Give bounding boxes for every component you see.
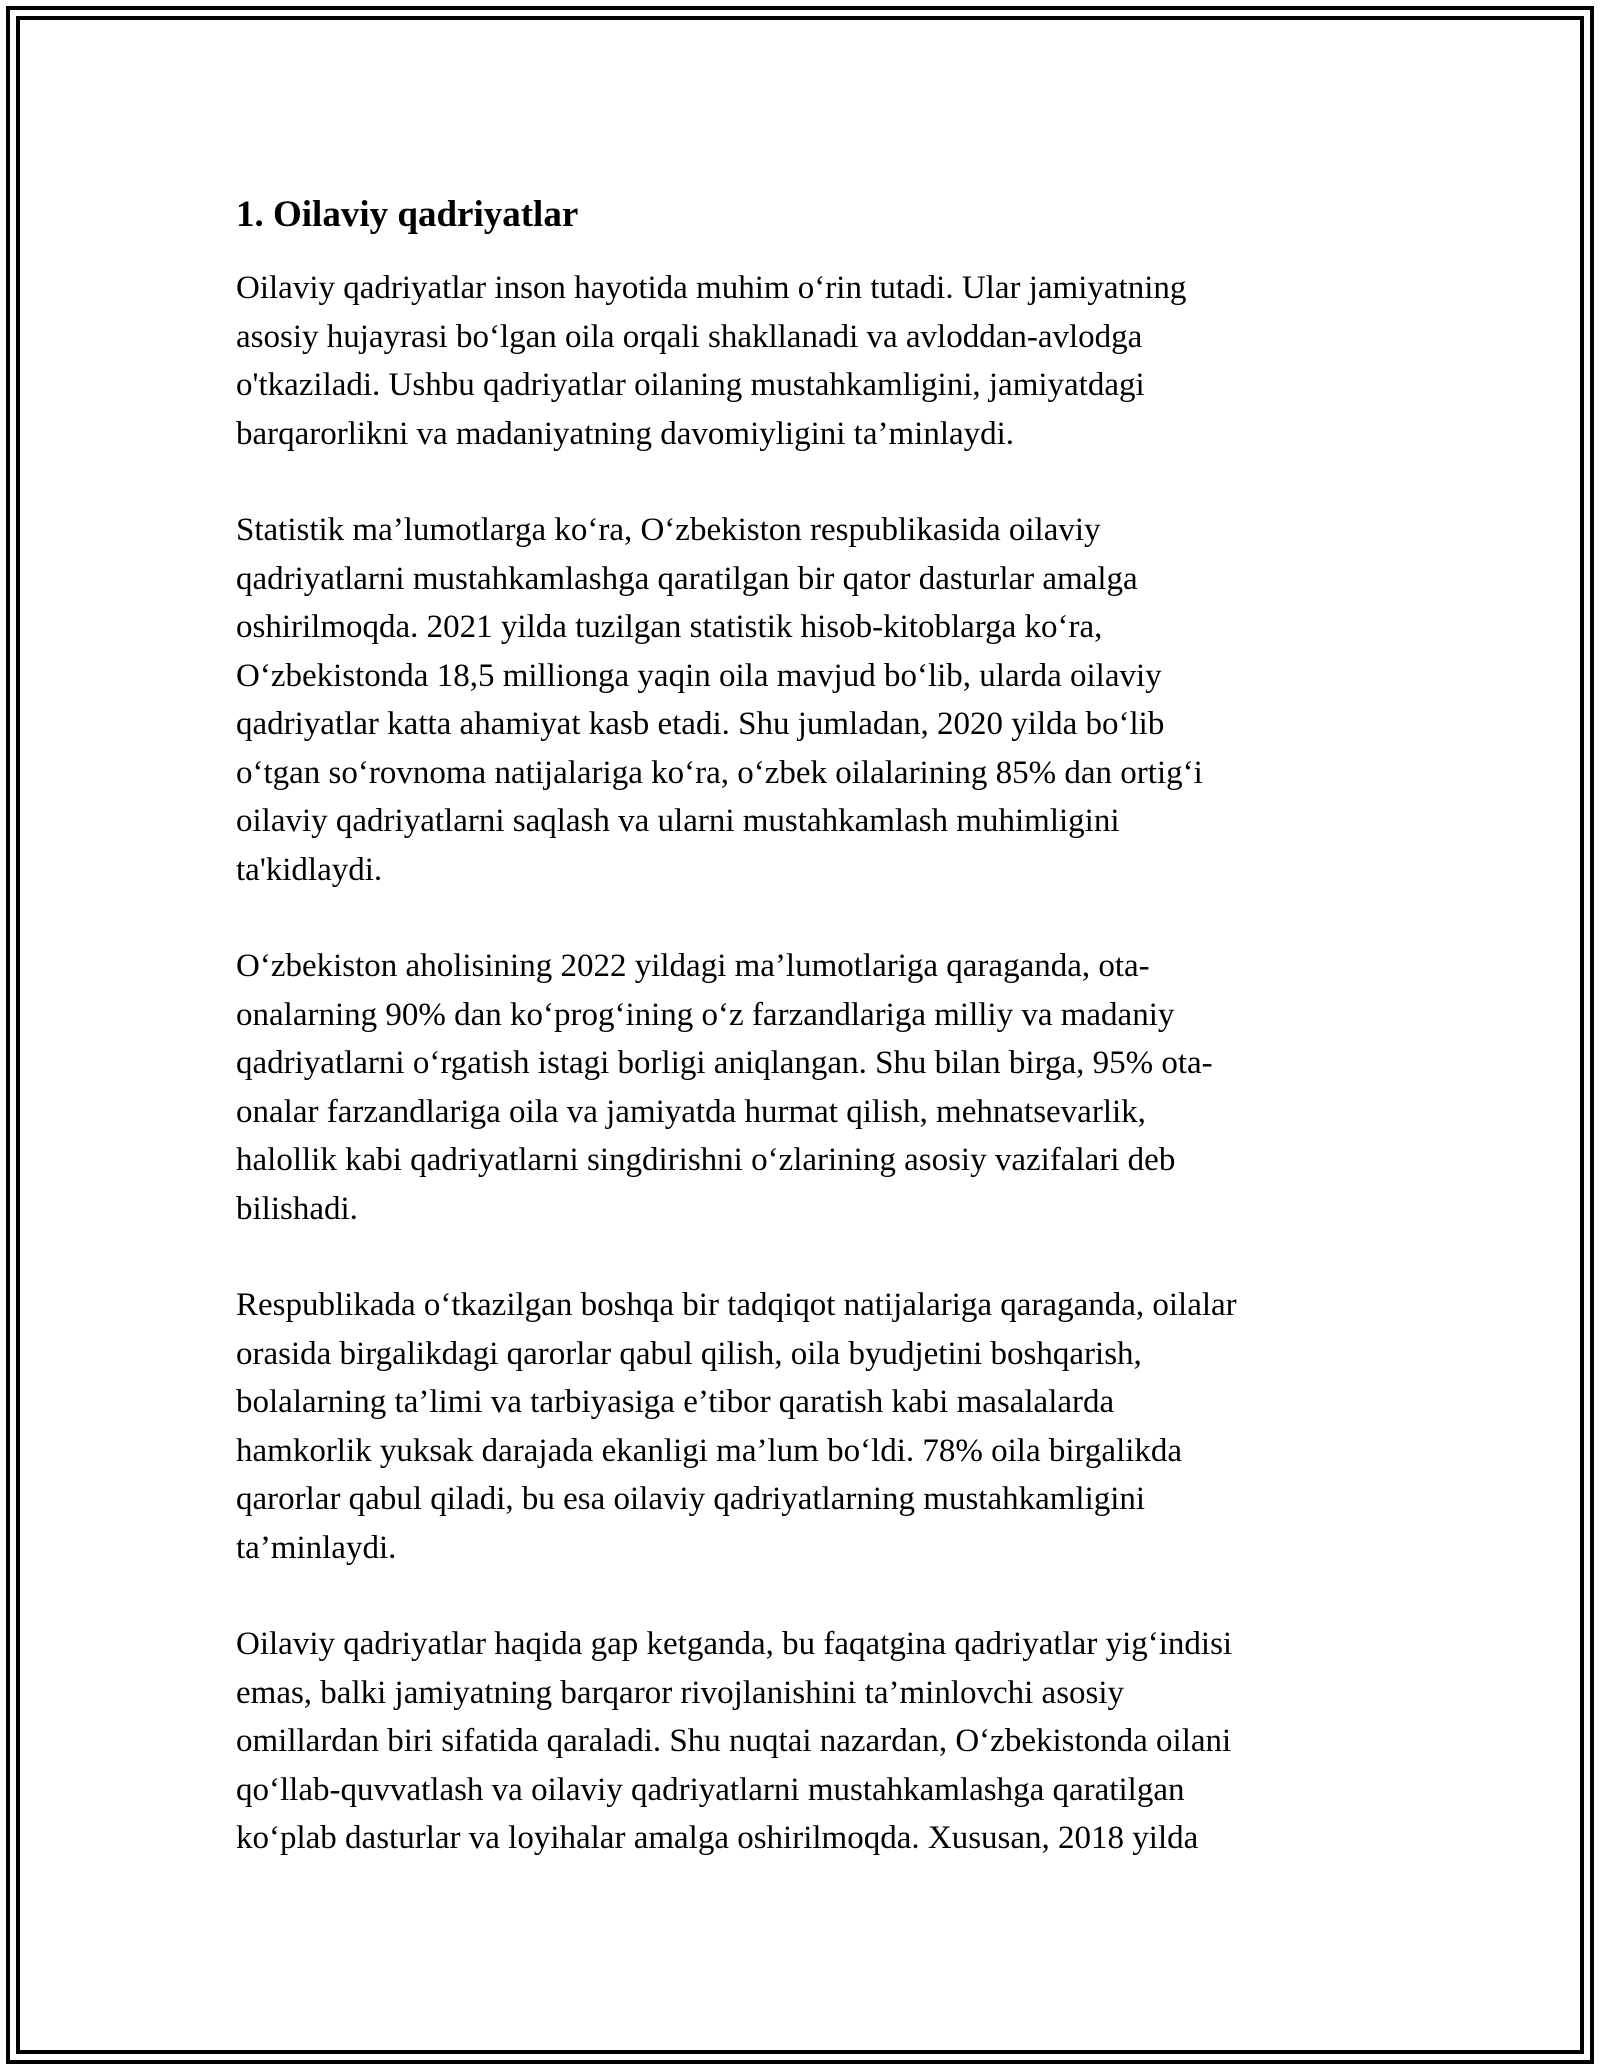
text-line: O‘zbekistonda 18,5 millionga yaqin oila mavjud bo‘lib, ularda oilaviy [236,657,1162,694]
text-line: onalarning 90% dan ko‘prog‘ining o‘z farzandlariga milliy va madaniy [236,996,1175,1033]
text-line: qadriyatlarni o‘rgatish istagi borligi aniqlangan. Shu bilan birga, 95% ota- [236,1045,1213,1081]
text-line: Respublikada o‘tkazilgan boshqa bir tadqiqot natijalariga qaraganda, oilalar [236,1287,1237,1323]
text-line: qadriyatlar katta ahamiyat kasb etadi. Shu jumladan, 2020 yilda bo‘lib [236,706,1165,742]
text-line: oilaviy qadriyatlarni saqlash va ularni mustahkamlash muhimligini [236,803,1120,839]
text-line: o‘tgan so‘rovnoma natijalariga ko‘ra, o‘zbek oilalarining 85% dan ortig‘i [236,754,1203,791]
text-line: asosiy hujayrasi bo‘lgan oila orqali shakllanadi va avloddan-avlodga [236,318,1143,355]
text-line: Oilaviy qadriyatlar inson hayotida muhim o‘rin tutadi. Ular jamiyatning [236,270,1187,306]
text-line: Oilaviy qadriyatlar haqida gap ketganda, bu faqatgina qadriyatlar yig‘indisi [236,1626,1233,1662]
text-line: ta’minlaydi. [236,1529,397,1566]
document-body [236,188,1366,1911]
text-line: hamkorlik yuksak darajada ekanligi ma’lum bo‘ldi. 78% oila birgalikda [236,1432,1183,1469]
text-line: ta'kidlaydi. [236,851,383,888]
text-line: bilishadi. [236,1190,358,1227]
text-line: bolalarning ta’limi va tarbiyasiga e’tibor qaratish kabi masalalarda [236,1384,1115,1420]
paragraph-2 [236,506,1366,894]
text-line: onalar farzandlariga oila va jamiyatda hurmat qilish, mehnatsevarlik, [236,1093,1146,1130]
text-line: Statistik ma’lumotlarga ko‘ra, O‘zbekiston respublikasida oilaviy [236,512,1101,548]
text-line: oshirilmoqda. 2021 yilda tuzilgan statistik hisob-kitoblarga ko‘ra, [236,609,1103,645]
text-line: ko‘plab dasturlar va loyihalar amalga oshirilmoqda. Xususan, 2018 yilda [236,1820,1199,1856]
text-line: O‘zbekiston aholisining 2022 yildagi ma’lumotlariga qaraganda, ota- [236,948,1150,984]
paragraph-1 [236,264,1366,458]
paragraph-3 [236,942,1366,1233]
text-line: qo‘llab-quvvatlash va oilaviy qadriyatlarni mustahkamlashga qaratilgan [236,1771,1185,1808]
paragraph-5 [236,1620,1366,1863]
section-heading: 1. Oilaviy qadriyatlar [236,194,579,235]
text-line: qarorlar qabul qiladi, bu esa oilaviy qadriyatlarning mustahkamligini [236,1481,1146,1517]
text-line: orasida birgalikdagi qarorlar qabul qilish, oila byudjetini boshqarish, [236,1335,1142,1372]
paragraph-4 [236,1281,1366,1572]
text-line: halollik kabi qadriyatlarni singdirishni o‘zlarining asosiy vazifalari deb [236,1142,1176,1178]
text-line: qadriyatlarni mustahkamlashga qaratilgan bir qator dasturlar amalga [236,560,1138,597]
text-line: o'tkaziladi. Ushbu qadriyatlar oilaning mustahkamligini, jamiyatdagi [236,367,1145,403]
text-line: omillardan biri sifatida qaraladi. Shu nuqtai nazardan, O‘zbekistonda oilani [236,1723,1232,1759]
text-line: barqarorlikni va madaniyatning davomiyligini ta’minlaydi. [236,415,1015,452]
text-line: emas, balki jamiyatning barqaror rivojlanishini ta’minlovchi asosiy [236,1674,1125,1711]
